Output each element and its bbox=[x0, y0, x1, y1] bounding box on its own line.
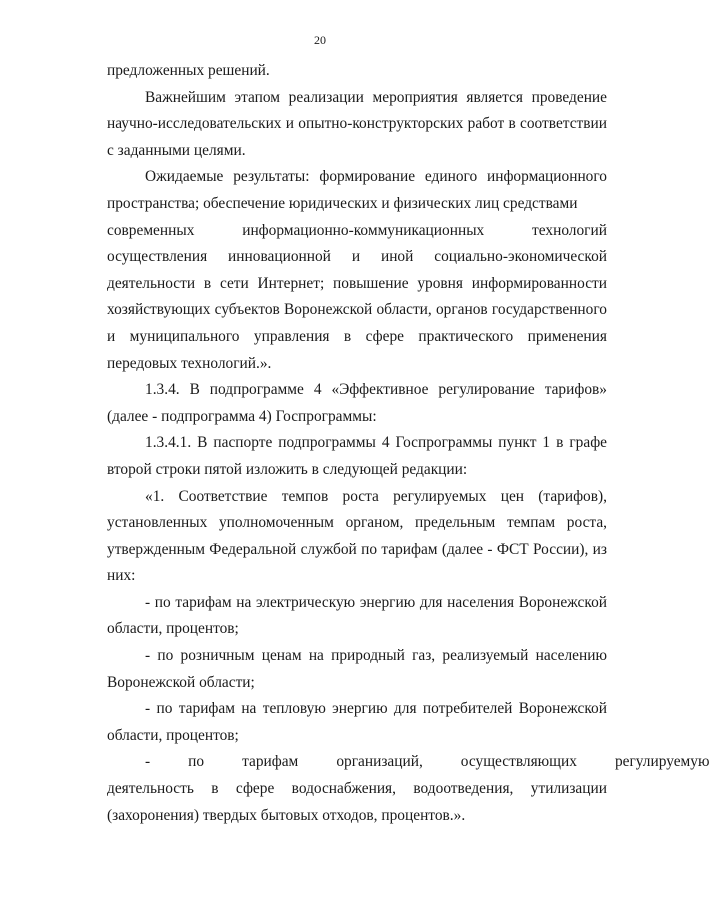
document-body bbox=[107, 58, 709, 829]
word: технологий bbox=[532, 221, 607, 239]
list-item-heat-energy: - по тарифам на тепловую энергию для потребителей Воронежской области, процентов; bbox=[107, 700, 607, 744]
word: тарифам bbox=[242, 753, 299, 771]
paragraph-continuation: предложенных решений. bbox=[107, 62, 270, 79]
word: водоснабжения, bbox=[291, 780, 396, 798]
word: деятельность bbox=[107, 780, 194, 798]
word: - bbox=[145, 753, 151, 771]
list-item-water-supply-end: (захоронения) твердых бытовых отходов, процентов.». bbox=[107, 806, 466, 824]
word: иной bbox=[380, 248, 414, 266]
paragraph-quote-item-1: «1. Соответствие темпов роста регулируемых цен (тарифов), установленных уполномоченным органом, предельным темпам роста, утвержденным Федеральной службой по тарифам (далее - ФСТ России), из них: bbox=[107, 487, 607, 585]
paragraph-expected-results-line bbox=[107, 218, 607, 245]
word: утилизации bbox=[530, 780, 607, 798]
paragraph-expected-results-line bbox=[107, 244, 607, 271]
paragraph-key-stage: Важнейшим этапом реализации мероприятия является проведение научно-исследовательских и опытно-конструкторских работ в соответствии с заданными целями. bbox=[107, 88, 607, 159]
word: осуществления bbox=[107, 248, 208, 266]
list-item-natural-gas: - по розничным ценам на природный газ, реализуемый населению Воронежской области; bbox=[107, 647, 607, 691]
word: регулируемую bbox=[614, 753, 709, 771]
word: организаций, bbox=[336, 753, 423, 771]
list-item-water-supply-line bbox=[107, 776, 607, 803]
paragraph-expected-results-end: деятельности в сети Интернет; повышение уровня информированности хозяйствующих субъектов Воронежской области, органов государственного и муниципального управления в сфере практического применения передовых технологий.». bbox=[107, 274, 607, 372]
word: социально-экономической bbox=[434, 248, 607, 266]
page-number: 20 bbox=[314, 33, 326, 47]
word: осуществляющих bbox=[460, 753, 577, 771]
list-item-water-supply bbox=[107, 749, 709, 776]
word: водоотведения, bbox=[413, 780, 514, 798]
word: в bbox=[211, 780, 219, 798]
word: и bbox=[351, 248, 361, 266]
paragraph-expected-results: Ожидаемые результаты: формирование единого информационного пространства; обеспечение юридических и физических лиц средствами bbox=[107, 168, 607, 212]
word: инновационной bbox=[228, 248, 331, 266]
paragraph-subprogram-4: 1.3.4. В подпрограмме 4 «Эффективное регулирование тарифов» (далее - подпрограмма 4) Госпрограммы: bbox=[107, 381, 607, 425]
list-item-electric-energy: - по тарифам на электрическую энергию для населения Воронежской области, процентов; bbox=[107, 593, 607, 638]
paragraph-passport-item: 1.3.4.1. В паспорте подпрограммы 4 Госпрограммы пункт 1 в графе второй строки пятой изложить в следующей редакции: bbox=[107, 434, 607, 478]
word: современных bbox=[107, 221, 195, 239]
word: по bbox=[188, 753, 205, 771]
word: информационно-коммуникационных bbox=[242, 221, 485, 239]
word: сфере bbox=[235, 780, 275, 798]
